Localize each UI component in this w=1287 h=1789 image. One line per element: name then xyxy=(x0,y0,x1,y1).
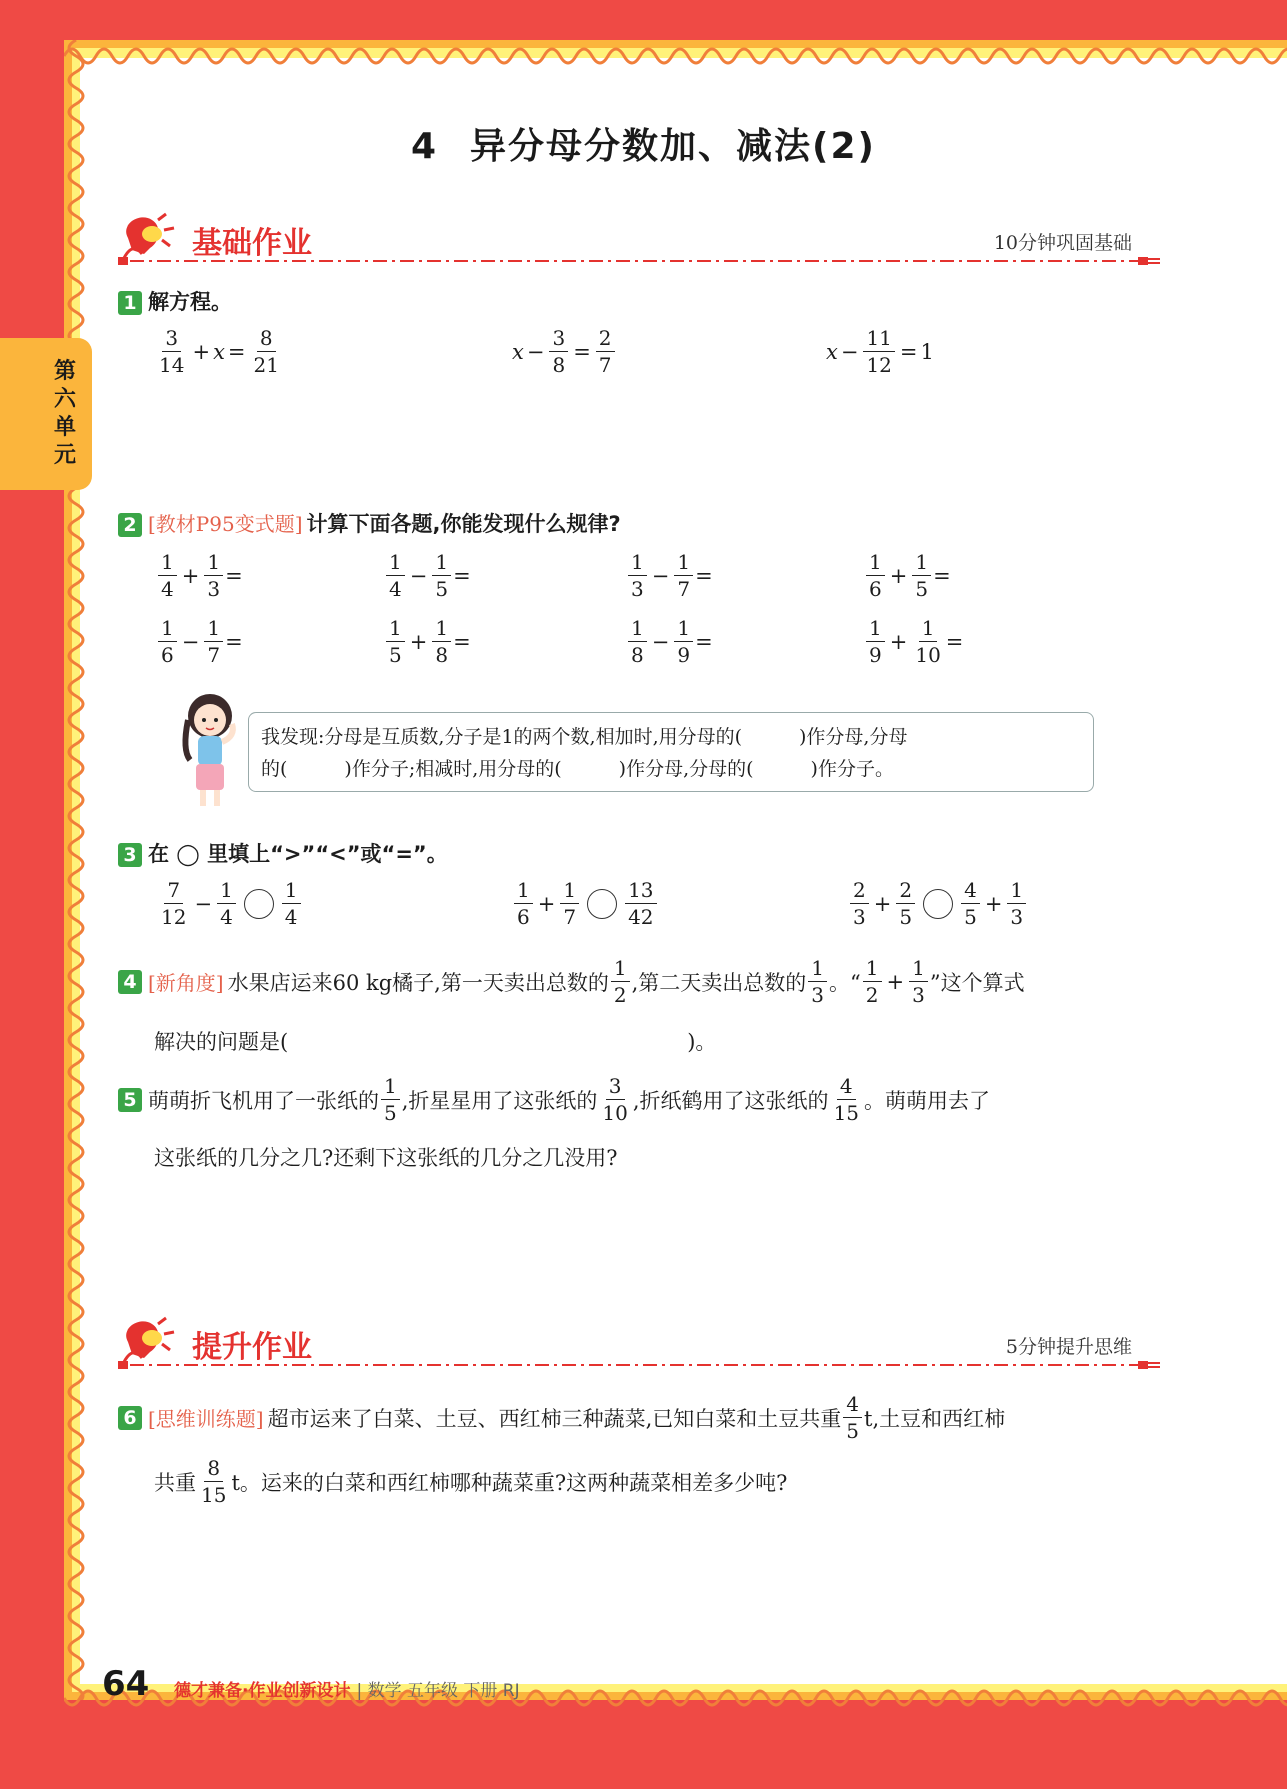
question-number: 4 xyxy=(118,970,142,994)
compare-item-3: $\frac{2}{3}$ + $\frac{2}{5}$ $\frac{4}{5}$ + $\frac{1}{3}$ xyxy=(848,880,1028,927)
question-5-line-2: 这张纸的几分之几?还剩下这张纸的几分之几没用? xyxy=(154,1146,618,1170)
publisher-line xyxy=(174,1676,520,1701)
fraction: $\frac{2}{7}$ xyxy=(596,328,615,375)
question-number: 2 xyxy=(118,513,142,537)
section-header-advanced xyxy=(118,1314,1160,1374)
book-meta: | 数学 五年级 下册 RJ xyxy=(356,1681,520,1701)
question-tag: [教材P95变式题] xyxy=(148,512,303,536)
compare-item-2: $\frac{1}{6}$ + $\frac{1}{7}$ $\frac{13}{42}$ xyxy=(512,880,659,927)
question-number: 1 xyxy=(118,291,142,315)
question-number: 5 xyxy=(118,1088,142,1112)
lesson-number: 4 xyxy=(410,126,439,167)
question-5: 5 萌萌折飞机用了一张纸的 $\frac{1}{5}$ ,折星星用了这张纸的 $\frac{3}{10}$ ,折纸鹤用了这张纸的 $\frac{4}{15}$ 。萌萌用去了 xyxy=(118,1076,990,1123)
calc-item: $\frac{1}{4}$ − $\frac{1}{5}$ = xyxy=(384,552,471,599)
page-footer xyxy=(102,1664,520,1704)
calc-item: $\frac{1}{9}$ + $\frac{1}{10}$ = xyxy=(864,618,963,665)
bubble-line-2: 的( )作分子;相减时,用分母的( )作分母,分母的( )作分子。 xyxy=(261,758,894,780)
question-4: 4 [新角度] 水果店运来60 kg橘子,第一天卖出总数的 $\frac{1}{2}$ ,第二天卖出总数的 $\frac{1}{3}$ 。“ $\frac{1}{2}$ + $\frac{1}{3}$ ”这个算式 xyxy=(118,958,1025,1005)
question-text: 解方程。 xyxy=(148,290,232,314)
section-header-basic xyxy=(118,210,1160,270)
compare-item-1: $\frac{7}{12}$ − $\frac{1}{4}$ $\frac{1}{4}$ xyxy=(156,880,303,927)
fraction: $\frac{3}{14}$ xyxy=(159,326,185,377)
calc-item: $\frac{1}{4}$ + $\frac{1}{3}$ = xyxy=(156,552,243,599)
unit-side-tab xyxy=(0,338,92,490)
discovery-speech-bubble xyxy=(248,712,1094,792)
compare-circle[interactable] xyxy=(587,889,617,919)
compare-circle[interactable] xyxy=(244,889,274,919)
wavy-border-top xyxy=(64,36,1287,66)
wavy-border-left xyxy=(56,40,86,1700)
equation-3: x − $\frac{11}{12}$ = 1 xyxy=(826,326,934,377)
page-number: 64 xyxy=(102,1664,150,1704)
calc-item: $\frac{1}{6}$ + $\frac{1}{5}$ = xyxy=(864,552,951,599)
bubble-line-1: 我发现:分母是互质数,分子是1的两个数,相加时,用分母的( )作分母,分母 xyxy=(261,726,908,748)
question-6: 6 [思维训练题] 超市运来了白菜、土豆、西红柿三种蔬菜,已知白菜和土豆共重 $\frac{4}{5}$ t,土豆和西红柿 xyxy=(118,1394,1005,1441)
section-divider xyxy=(118,254,1160,268)
question-text: 计算下面各题,你能发现什么规律? xyxy=(306,512,621,536)
question-number: 3 xyxy=(118,843,142,867)
fraction: $\frac{11}{12}$ xyxy=(863,328,894,375)
unit-side-tab-label: 第六单元 xyxy=(53,359,76,468)
fraction: $\frac{3}{8}$ xyxy=(549,328,568,375)
fraction: $\frac{8}{21}$ xyxy=(253,326,279,377)
question-4-line-2: 解决的问题是( )。 xyxy=(154,1030,717,1054)
section-divider xyxy=(118,1358,1160,1372)
question-1 xyxy=(118,286,232,316)
question-tag: [新角度] xyxy=(148,971,224,995)
question-number: 6 xyxy=(118,1406,142,1430)
section-subtitle: 5分钟提升思维 xyxy=(1005,1336,1132,1358)
question-3 xyxy=(118,838,448,868)
calc-item: $\frac{1}{3}$ − $\frac{1}{7}$ = xyxy=(626,552,713,599)
calc-item: $\frac{1}{5}$ + $\frac{1}{8}$ = xyxy=(384,618,471,665)
compare-circle[interactable] xyxy=(923,889,953,919)
question-tag: [思维训练题] xyxy=(148,1407,264,1431)
lesson-title: 异分母分数加、减法(2) xyxy=(470,126,877,167)
section-title: 基础作业 xyxy=(192,226,312,261)
calc-item: $\frac{1}{6}$ − $\frac{1}{7}$ = xyxy=(156,618,243,665)
section-title: 提升作业 xyxy=(192,1330,312,1365)
page-title xyxy=(0,118,1287,169)
equation-2: x − $\frac{3}{8}$ = $\frac{2}{7}$ xyxy=(512,328,617,375)
question-6-line-2: 共重 $\frac{8}{15}$ t。运来的白菜和西红柿哪种蔬菜重?这两种蔬菜相差多少吨? xyxy=(154,1456,788,1507)
publisher-name: 德才兼备·作业创新设计 xyxy=(174,1681,351,1701)
question-2 xyxy=(118,508,621,538)
calc-item: $\frac{1}{8}$ − $\frac{1}{9}$ = xyxy=(626,618,713,665)
equation-1: $\frac{3}{14}$ + x = $\frac{8}{21}$ xyxy=(154,328,284,375)
girl-illustration xyxy=(176,690,248,810)
question-text: 在 ◯ 里填上“>”“<”或“=”。 xyxy=(148,842,448,866)
section-subtitle: 10分钟巩固基础 xyxy=(993,232,1132,254)
